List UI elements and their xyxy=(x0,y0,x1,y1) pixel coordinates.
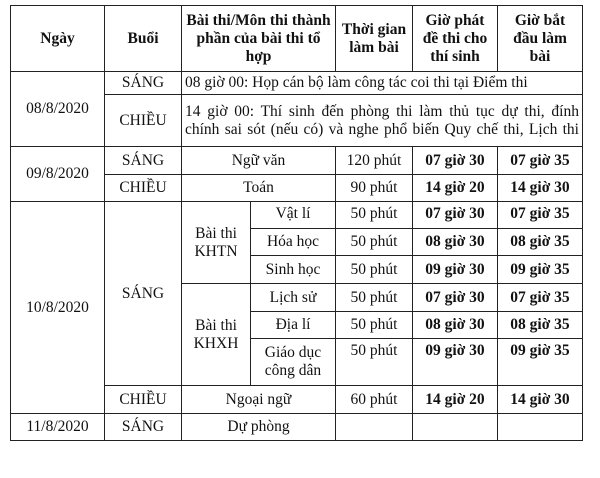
header-duration: Thời gian làm bài xyxy=(336,6,413,72)
session-cell: SÁNG xyxy=(105,202,182,386)
session-cell: CHIỀU xyxy=(105,95,182,147)
handout-cell: 07 giờ 30 xyxy=(413,202,498,229)
handout-cell: 09 giờ 30 xyxy=(413,256,498,284)
session-cell: SÁNG xyxy=(105,72,182,95)
handout-cell: 09 giờ 30 xyxy=(413,339,498,386)
note-cell: 08 giờ 00: Họp cán bộ làm công tác coi thi tại Điểm thi xyxy=(182,72,583,95)
subject-cell: Hóa học xyxy=(251,229,336,256)
start-cell: 07 giờ 35 xyxy=(498,284,583,312)
duration-cell: 50 phút xyxy=(336,312,413,339)
header-start-time: Giờ bắt đầu làm bài xyxy=(498,6,583,72)
subject-cell: Lịch sử xyxy=(251,284,336,312)
group-cell-khtn: Bài thi KHTN xyxy=(182,202,251,284)
session-cell: SÁNG xyxy=(105,147,182,175)
date-cell: 11/8/2020 xyxy=(11,414,105,441)
table-row xyxy=(11,414,583,441)
table-row xyxy=(11,72,583,95)
start-cell: 09 giờ 35 xyxy=(498,339,583,386)
start-cell: 14 giờ 30 xyxy=(498,175,583,202)
note-cell: 14 giờ 00: Thí sinh đến phòng thi làm thủ tục dự thi, đính chính sai sót (nếu có) và nghe phổ biến Quy chế thi, Lịch thi xyxy=(182,95,583,147)
start-cell xyxy=(498,414,583,441)
subject-cell: Giáo dục công dân xyxy=(251,339,336,386)
handout-cell: 07 giờ 30 xyxy=(413,147,498,175)
handout-cell: 14 giờ 20 xyxy=(413,175,498,202)
date-cell: 09/8/2020 xyxy=(11,147,105,202)
duration-cell: 50 phút xyxy=(336,229,413,256)
header-subject: Bài thi/Môn thi thành phần của bài thi tổ hợp xyxy=(182,6,336,72)
header-session: Buổi xyxy=(105,6,182,72)
subject-cell: Sinh học xyxy=(251,256,336,284)
table-row xyxy=(11,202,583,229)
start-cell: 14 giờ 30 xyxy=(498,386,583,414)
subject-cell: Toán xyxy=(182,175,336,202)
subject-cell: Vật lí xyxy=(251,202,336,229)
duration-cell: 120 phút xyxy=(336,147,413,175)
subject-cell: Ngữ văn xyxy=(182,147,336,175)
handout-cell: 08 giờ 30 xyxy=(413,229,498,256)
start-cell: 09 giờ 35 xyxy=(498,256,583,284)
group-cell-khxh: Bài thi KHXH xyxy=(182,284,251,386)
subject-cell: Địa lí xyxy=(251,312,336,339)
exam-schedule-table xyxy=(10,5,583,441)
duration-cell xyxy=(336,414,413,441)
duration-cell: 50 phút xyxy=(336,202,413,229)
header-handout-time: Giờ phát đề thi cho thí sinh xyxy=(413,6,498,72)
header-date: Ngày xyxy=(11,6,105,72)
session-cell: CHIỀU xyxy=(105,175,182,202)
table-row xyxy=(11,147,583,175)
session-cell: CHIỀU xyxy=(105,386,182,414)
handout-cell xyxy=(413,414,498,441)
subject-cell: Ngoại ngữ xyxy=(182,386,336,414)
duration-cell: 90 phút xyxy=(336,175,413,202)
duration-cell: 50 phút xyxy=(336,256,413,284)
handout-cell: 07 giờ 30 xyxy=(413,284,498,312)
start-cell: 07 giờ 35 xyxy=(498,147,583,175)
date-cell: 08/8/2020 xyxy=(11,72,105,147)
start-cell: 08 giờ 35 xyxy=(498,312,583,339)
handout-cell: 14 giờ 20 xyxy=(413,386,498,414)
duration-cell: 50 phút xyxy=(336,284,413,312)
header-row xyxy=(11,6,583,72)
handout-cell: 08 giờ 30 xyxy=(413,312,498,339)
session-cell: SÁNG xyxy=(105,414,182,441)
subject-cell: Dự phòng xyxy=(182,414,336,441)
duration-cell: 50 phút xyxy=(336,339,413,386)
start-cell: 07 giờ 35 xyxy=(498,202,583,229)
date-cell: 10/8/2020 xyxy=(11,202,105,414)
duration-cell: 60 phút xyxy=(336,386,413,414)
start-cell: 08 giờ 35 xyxy=(498,229,583,256)
